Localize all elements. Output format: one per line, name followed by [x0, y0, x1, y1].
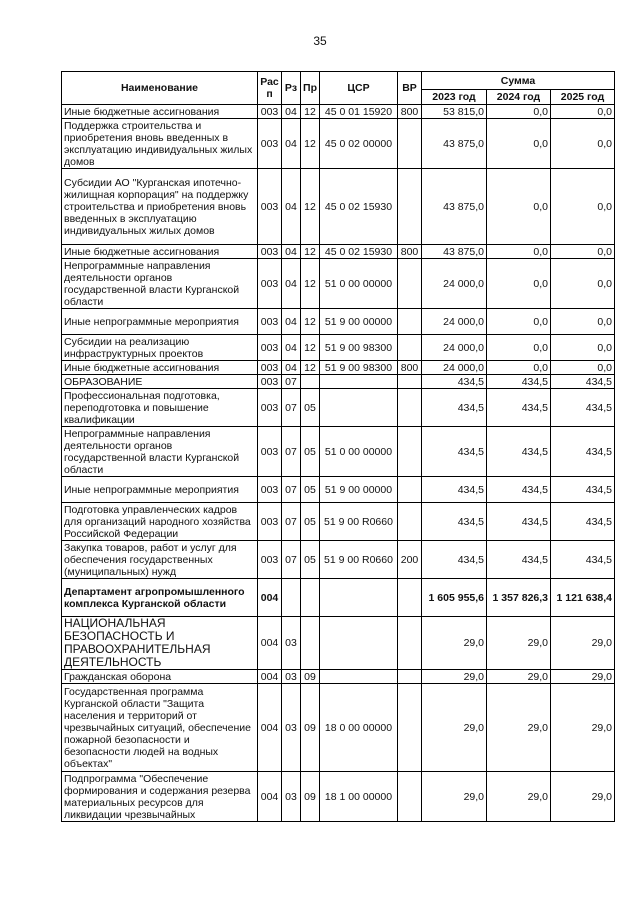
- row-value-2025: 0,0: [551, 105, 615, 119]
- row-pr: 12: [301, 259, 320, 309]
- row-rz: 04: [282, 259, 301, 309]
- row-csr: 51 9 00 98300: [320, 335, 398, 361]
- row-rz: 04: [282, 361, 301, 375]
- row-rasp: 003: [258, 361, 282, 375]
- row-rasp: 003: [258, 169, 282, 245]
- row-value-2023: 24 000,0: [422, 335, 487, 361]
- row-vr: 800: [398, 245, 422, 259]
- row-name: Подготовка управленческих кадров для организаций народного хозяйства Российской Федерации: [62, 503, 258, 541]
- header-pr: Пр: [301, 72, 320, 105]
- row-vr: [398, 503, 422, 541]
- row-pr: 05: [301, 477, 320, 503]
- row-csr: 45 0 02 15930: [320, 169, 398, 245]
- row-vr: [398, 119, 422, 169]
- table-row: [62, 541, 615, 579]
- row-value-2023: 434,5: [422, 375, 487, 389]
- row-csr: [320, 579, 398, 617]
- row-csr: [320, 617, 398, 670]
- row-rz: 04: [282, 245, 301, 259]
- row-csr: 51 9 00 00000: [320, 477, 398, 503]
- row-csr: 51 9 00 98300: [320, 361, 398, 375]
- row-vr: [398, 169, 422, 245]
- row-csr: 18 1 00 00000: [320, 772, 398, 822]
- row-value-2024: 0,0: [487, 361, 551, 375]
- row-value-2023: 1 605 955,6: [422, 579, 487, 617]
- header-rz: Рз: [282, 72, 301, 105]
- row-csr: 51 9 00 R0660: [320, 503, 398, 541]
- table-row: [62, 335, 615, 361]
- row-name: Профессиональная подготовка, переподготовка и повышение квалификации: [62, 389, 258, 427]
- row-pr: 12: [301, 169, 320, 245]
- row-rz: 04: [282, 119, 301, 169]
- row-rz: 07: [282, 541, 301, 579]
- row-value-2023: 29,0: [422, 684, 487, 772]
- row-pr: 12: [301, 335, 320, 361]
- row-pr: 05: [301, 389, 320, 427]
- row-value-2024: 434,5: [487, 541, 551, 579]
- header-vr: ВР: [398, 72, 422, 105]
- row-value-2023: 434,5: [422, 389, 487, 427]
- row-pr: 05: [301, 541, 320, 579]
- row-value-2024: 29,0: [487, 684, 551, 772]
- row-value-2024: 0,0: [487, 169, 551, 245]
- row-value-2025: 0,0: [551, 361, 615, 375]
- row-pr: 05: [301, 503, 320, 541]
- row-value-2025: 29,0: [551, 684, 615, 772]
- row-rz: 04: [282, 105, 301, 119]
- row-vr: [398, 684, 422, 772]
- row-value-2023: 29,0: [422, 670, 487, 684]
- row-name: НАЦИОНАЛЬНАЯ БЕЗОПАСНОСТЬ И ПРАВООХРАНИТЕЛЬНАЯ ДЕЯТЕЛЬНОСТЬ: [62, 617, 258, 670]
- row-value-2025: 1 121 638,4: [551, 579, 615, 617]
- row-value-2023: 24 000,0: [422, 361, 487, 375]
- table-row: [62, 503, 615, 541]
- row-value-2024: 0,0: [487, 309, 551, 335]
- row-rasp: 004: [258, 684, 282, 772]
- header-name: Наименование: [62, 72, 258, 105]
- row-pr: 12: [301, 361, 320, 375]
- row-value-2024: 434,5: [487, 389, 551, 427]
- row-name: Закупка товаров, работ и услуг для обеспечения государственных (муниципальных) нужд: [62, 541, 258, 579]
- row-value-2023: 29,0: [422, 617, 487, 670]
- row-name: Департамент агропромышленного комплекса Курганской области: [62, 579, 258, 617]
- row-name: Подпрограмма "Обеспечение формирования и содержания резерва материальных ресурсов для ликвидации чрезвычайных: [62, 772, 258, 822]
- row-value-2023: 434,5: [422, 477, 487, 503]
- row-value-2024: 434,5: [487, 477, 551, 503]
- row-rasp: 003: [258, 427, 282, 477]
- row-name: Субсидии на реализацию инфраструктурных проектов: [62, 335, 258, 361]
- row-rz: 07: [282, 427, 301, 477]
- row-rasp: 003: [258, 245, 282, 259]
- row-value-2025: 0,0: [551, 259, 615, 309]
- row-rasp: 003: [258, 105, 282, 119]
- row-csr: 51 0 00 00000: [320, 259, 398, 309]
- row-rasp: 003: [258, 477, 282, 503]
- row-vr: [398, 427, 422, 477]
- row-value-2025: 29,0: [551, 670, 615, 684]
- row-value-2023: 24 000,0: [422, 259, 487, 309]
- row-value-2025: 0,0: [551, 309, 615, 335]
- row-name: Иные непрограммные мероприятия: [62, 309, 258, 335]
- row-vr: 800: [398, 105, 422, 119]
- row-pr: 12: [301, 309, 320, 335]
- row-rasp: 003: [258, 389, 282, 427]
- row-rz: 07: [282, 375, 301, 389]
- row-pr: 09: [301, 670, 320, 684]
- row-value-2024: 0,0: [487, 245, 551, 259]
- header-sum: Сумма: [422, 72, 615, 90]
- row-vr: [398, 335, 422, 361]
- budget-table: [61, 71, 615, 822]
- table-row: [62, 119, 615, 169]
- row-csr: 45 0 02 15930: [320, 245, 398, 259]
- row-pr: 12: [301, 119, 320, 169]
- table-row: [62, 389, 615, 427]
- header-csr: ЦСР: [320, 72, 398, 105]
- row-vr: [398, 375, 422, 389]
- row-vr: [398, 670, 422, 684]
- row-vr: [398, 772, 422, 822]
- row-value-2024: 29,0: [487, 670, 551, 684]
- row-pr: [301, 375, 320, 389]
- table-row: [62, 245, 615, 259]
- table-row: [62, 105, 615, 119]
- table-row: [62, 772, 615, 822]
- page-number: 35: [313, 34, 327, 48]
- row-vr: [398, 477, 422, 503]
- row-value-2025: 434,5: [551, 541, 615, 579]
- row-value-2024: 29,0: [487, 617, 551, 670]
- row-vr: 800: [398, 361, 422, 375]
- row-csr: [320, 670, 398, 684]
- row-rz: 03: [282, 617, 301, 670]
- row-vr: 200: [398, 541, 422, 579]
- table-row: [62, 579, 615, 617]
- row-value-2025: 0,0: [551, 245, 615, 259]
- row-value-2024: 1 357 826,3: [487, 579, 551, 617]
- row-name: Иные непрограммные мероприятия: [62, 477, 258, 503]
- row-rasp: 003: [258, 309, 282, 335]
- row-value-2025: 29,0: [551, 617, 615, 670]
- row-value-2025: 29,0: [551, 772, 615, 822]
- row-name: Гражданская оборона: [62, 670, 258, 684]
- row-csr: 51 9 00 00000: [320, 309, 398, 335]
- row-rz: 03: [282, 670, 301, 684]
- row-value-2023: 53 815,0: [422, 105, 487, 119]
- row-value-2024: 434,5: [487, 427, 551, 477]
- row-csr: 51 9 00 R0660: [320, 541, 398, 579]
- row-rz: 07: [282, 477, 301, 503]
- row-name: Субсидии АО "Курганская ипотечно-жилищная корпорация" на поддержку строительства и приобретения вновь введенных в эксплуатацию индивидуальных жилых домов: [62, 169, 258, 245]
- row-value-2025: 434,5: [551, 375, 615, 389]
- table-row: [62, 477, 615, 503]
- row-pr: [301, 579, 320, 617]
- row-name: Непрограммные направления деятельности органов государственной власти Курганской области: [62, 259, 258, 309]
- row-rasp: 004: [258, 579, 282, 617]
- table-row: [62, 617, 615, 670]
- row-value-2023: 434,5: [422, 541, 487, 579]
- row-vr: [398, 579, 422, 617]
- row-value-2025: 0,0: [551, 335, 615, 361]
- table-row: [62, 670, 615, 684]
- row-value-2025: 0,0: [551, 119, 615, 169]
- row-value-2025: 0,0: [551, 169, 615, 245]
- row-value-2025: 434,5: [551, 503, 615, 541]
- table-row: [62, 375, 615, 389]
- row-csr: [320, 389, 398, 427]
- row-rasp: 003: [258, 335, 282, 361]
- row-csr: 45 0 02 00000: [320, 119, 398, 169]
- row-value-2023: 29,0: [422, 772, 487, 822]
- row-vr: [398, 309, 422, 335]
- header-2023: 2023 год: [422, 90, 487, 105]
- table-row: [62, 684, 615, 772]
- row-csr: [320, 375, 398, 389]
- row-pr: 09: [301, 772, 320, 822]
- row-rz: 04: [282, 335, 301, 361]
- row-value-2023: 24 000,0: [422, 309, 487, 335]
- row-vr: [398, 617, 422, 670]
- row-rasp: 004: [258, 772, 282, 822]
- row-rz: 04: [282, 169, 301, 245]
- row-name: Непрограммные направления деятельности органов государственной власти Курганской области: [62, 427, 258, 477]
- table-row: [62, 259, 615, 309]
- table-row: [62, 427, 615, 477]
- row-value-2025: 434,5: [551, 389, 615, 427]
- row-rasp: 003: [258, 259, 282, 309]
- row-value-2023: 434,5: [422, 427, 487, 477]
- row-rz: 07: [282, 503, 301, 541]
- row-rz: 03: [282, 684, 301, 772]
- row-rasp: 003: [258, 119, 282, 169]
- row-value-2023: 43 875,0: [422, 169, 487, 245]
- header-rasp: Рас п: [258, 72, 282, 105]
- row-csr: 51 0 00 00000: [320, 427, 398, 477]
- row-vr: [398, 389, 422, 427]
- row-rasp: 004: [258, 617, 282, 670]
- row-value-2024: 29,0: [487, 772, 551, 822]
- row-rasp: 004: [258, 670, 282, 684]
- row-name: Иные бюджетные ассигнования: [62, 245, 258, 259]
- row-pr: [301, 617, 320, 670]
- row-value-2023: 43 875,0: [422, 245, 487, 259]
- row-rz: 07: [282, 389, 301, 427]
- row-rz: [282, 579, 301, 617]
- row-value-2024: 0,0: [487, 259, 551, 309]
- row-rz: 03: [282, 772, 301, 822]
- row-pr: 05: [301, 427, 320, 477]
- row-rasp: 003: [258, 541, 282, 579]
- row-vr: [398, 259, 422, 309]
- row-value-2024: 0,0: [487, 119, 551, 169]
- row-rz: 04: [282, 309, 301, 335]
- row-name: Государственная программа Курганской области "Защита населения и территорий от чрезвычайных ситуаций, обеспечение пожарной безопасности и безопасности людей на водных объектах": [62, 684, 258, 772]
- row-pr: 12: [301, 105, 320, 119]
- row-name: Иные бюджетные ассигнования: [62, 361, 258, 375]
- row-rasp: 003: [258, 503, 282, 541]
- row-value-2023: 43 875,0: [422, 119, 487, 169]
- row-value-2025: 434,5: [551, 427, 615, 477]
- table-row: [62, 169, 615, 245]
- row-value-2024: 0,0: [487, 105, 551, 119]
- row-name: Поддержка строительства и приобретения вновь введенных в эксплуатацию индивидуальных жилых домов: [62, 119, 258, 169]
- header-2025: 2025 год: [551, 90, 615, 105]
- row-csr: 45 0 01 15920: [320, 105, 398, 119]
- row-csr: 18 0 00 00000: [320, 684, 398, 772]
- table-row: [62, 309, 615, 335]
- row-pr: 12: [301, 245, 320, 259]
- row-value-2025: 434,5: [551, 477, 615, 503]
- row-name: Иные бюджетные ассигнования: [62, 105, 258, 119]
- row-value-2024: 0,0: [487, 335, 551, 361]
- row-name: ОБРАЗОВАНИЕ: [62, 375, 258, 389]
- row-value-2024: 434,5: [487, 375, 551, 389]
- row-value-2023: 434,5: [422, 503, 487, 541]
- row-rasp: 003: [258, 375, 282, 389]
- row-pr: 09: [301, 684, 320, 772]
- header-2024: 2024 год: [487, 90, 551, 105]
- table-row: [62, 361, 615, 375]
- row-value-2024: 434,5: [487, 503, 551, 541]
